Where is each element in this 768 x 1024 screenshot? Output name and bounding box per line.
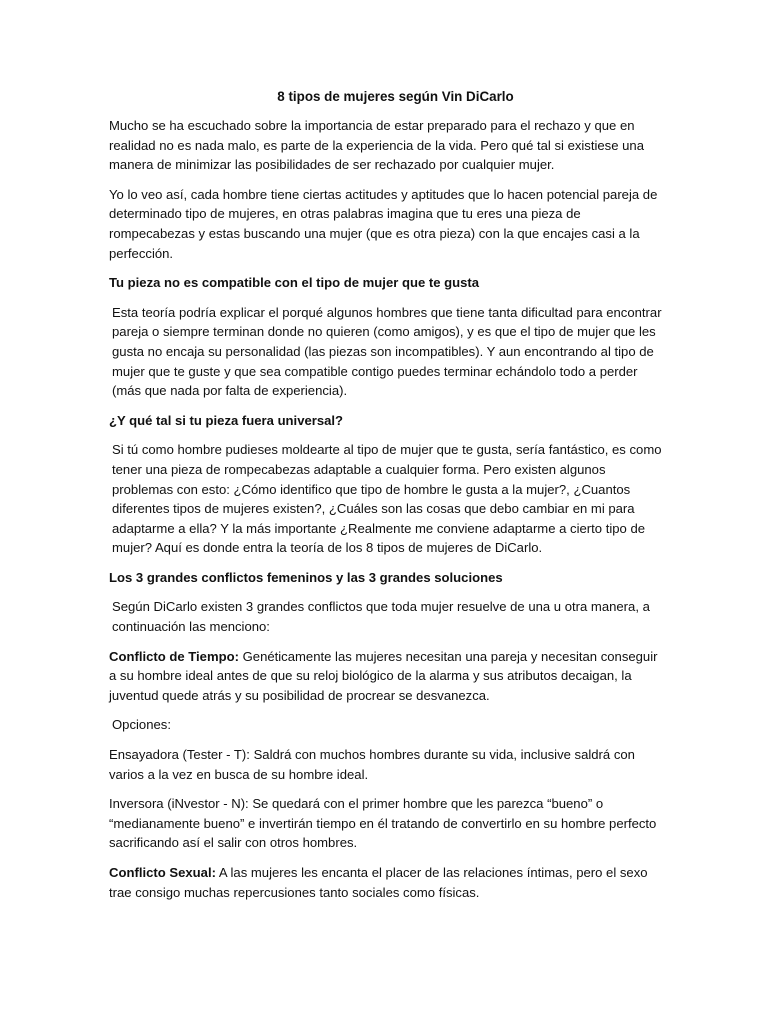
paragraph-theory: Esta teoría podría explicar el porqué algunos hombres que tiene tanta dificultad para encontrar pareja o siempre terminan donde no quieren (como amigos), y es que el tipo de mujer que les gusta no encaja su personalidad (las piezas son incompatibles). Y aun encontrando al tipo de mujer que te guste y que sea compatible contigo puedes terminar echándolo todo a perder (más que nada por falta de experiencia). — [112, 304, 662, 399]
paragraph-investor: Inversora (iNvestor - N): Se quedará con el primer hombre que les parezca “bueno” o “medianamente bueno” e invertirán tiempo en él tratando de convertirlo en su hombre perfecto sacrificando así el salir con otros hombres. — [109, 796, 657, 851]
sexual-conflict-label: Conflicto Sexual: — [109, 865, 216, 880]
paragraph-universal: Si tú como hombre pudieses moldearte al tipo de mujer que te gusta, sería fantástico, es como tener una pieza de rompecabezas adaptable a cualquier forma. Pero existen algunos problemas con esto: ¿Cómo identifico que tipo de hombre le gusta a la mujer?, ¿Cuantos diferentes tipos de mujeres existen?, ¿Cuáles son las cosas que debo cambiar en mi para adaptarme a ella? Y la más importante ¿Realmente me conviene adaptarme a cierto tipo de mujer? Aquí es donde entra la teoría de los 8 tipos de mujeres de DiCarlo. — [112, 442, 662, 556]
paragraph-puzzle: Yo lo veo así, cada hombre tiene ciertas actitudes y aptitudes que lo hacen potencial pareja de determinado tipo de mujeres, en otras palabras imagina que tu eres una pieza de rompecabezas y estas buscando una mujer (que es otra pieza) con la que encajes casi a la perfección. — [109, 186, 658, 261]
sexual-conflict-text: A las mujeres les encanta el placer de las relaciones íntimas, pero el sexo trae consigo muchas repercusiones tanto sociales como físicas. — [109, 865, 648, 900]
paragraph-sexual-conflict — [109, 863, 668, 902]
heading-universal-piece: ¿Y qué tal si tu pieza fuera universal? — [109, 412, 344, 428]
heading-incompatible-piece: Tu pieza no es compatible con el tipo de mujer que te gusta — [109, 275, 480, 291]
paragraph-time-conflict — [109, 647, 668, 706]
time-conflict-text: Genéticamente las mujeres necesitan una pareja y necesitan conseguir a su hombre ideal antes de que su reloj biológico de la alarma y sus atributos decaigan, la juventud quede atrás y su posibilidad de procrear se desvanezca. — [109, 648, 658, 703]
heading-conflicts: Los 3 grandes conflictos femeninos y las 3 grandes soluciones — [109, 569, 503, 585]
paragraph-tester: Ensayadora (Tester - T): Saldrá con muchos hombres durante su vida, inclusive saldrá con varios a la vez en busca de su hombre ideal. — [109, 747, 635, 782]
paragraph-intro: Mucho se ha escuchado sobre la importancia de estar preparado para el rechazo y que en realidad no es nada malo, es parte de la experiencia de la vida. Pero qué tal si existiese una manera de minimizar las posibilidades de ser rechazado por cualquier mujer. — [109, 118, 644, 173]
time-conflict-label: Conflicto de Tiempo: — [109, 648, 239, 664]
paragraph-options: Opciones: — [112, 717, 171, 733]
paragraph-conflicts-intro: Según DiCarlo existen 3 grandes conflictos que toda mujer resuelve de una u otra manera, a continuación las menciono: — [112, 599, 650, 635]
document-title: 8 tipos de mujeres según Vin DiCarlo — [277, 89, 514, 104]
